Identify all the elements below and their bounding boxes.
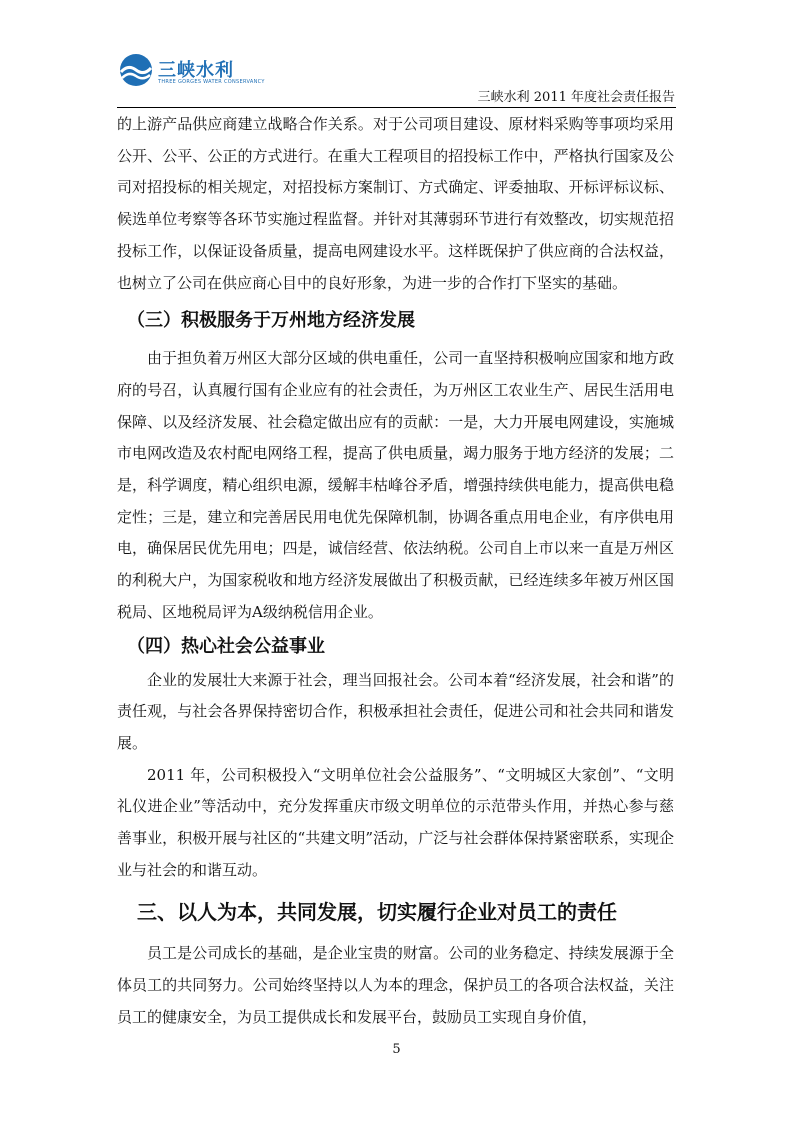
logo-subtext: THREE GORGES WATER CONSERVANCY bbox=[158, 79, 265, 85]
chapter-heading: 三、以人为本，共同发展，切实履行企业对员工的责任 bbox=[137, 900, 617, 925]
paragraph: 员工是公司成长的基础，是企业宝贵的财富。公司的业务稳定、持续发展源于全体员工的共同努力。公司始终坚持以人为本的理念，保护员工的各项合法权益，关注员工的健康安全，为员工提供成长和发展平台，鼓励员工实现自身价值， bbox=[117, 944, 674, 1026]
document-body bbox=[117, 109, 674, 1034]
header-divider bbox=[117, 107, 676, 108]
wave-logo-icon bbox=[118, 52, 154, 88]
logo-text: 三峡水利 bbox=[158, 60, 234, 81]
section-heading: （三）积极服务于万州地方经济发展 bbox=[127, 310, 415, 332]
paragraph: 2011 年，公司积极投入“文明单位社会公益服务”、“文明城区大家创”、“文明礼仪进企业”等活动中，充分发挥重庆市级文明单位的示范带头作用，并热心参与慈善事业，积极开展与社区的“共建文明”活动，广泛与社会群体保持紧密联系，实现企业与社会的和谐互动。 bbox=[117, 765, 674, 879]
section-heading: （四）热心社会公益事业 bbox=[127, 635, 325, 657]
paragraph: 由于担负着万州区大部分区域的供电重任，公司一直坚持积极响应国家和地方政府的号召，认真履行国有企业应有的社会责任，为万州区工农业生产、居民生活用电保障、以及经济发展、社会稳定做出应有的贡献：一是，大力开展电网建设，实施城市电网改造及农村配电网络工程，提高了供电质量，竭力服务于地方经济的发展；二是，科学调度，精心组织电源，缓解丰枯峰谷矛盾，增强持续供电能力，提高供电稳定性；三是，建立和完善居民用电优先保障机制，协调各重点用电企业，有序供电用电，确保居民优先用电；四是，诚信经营、依法纳税。公司自上市以来一直是万州区的利税大户，为国家税收和地方经济发展做出了积极贡献，已经连续多年被万州区国税局、区地税局评为A级纳税信用企业。 bbox=[117, 349, 674, 621]
page-number: 5 bbox=[392, 1042, 401, 1057]
paragraph: 的上游产品供应商建立战略合作关系。对于公司项目建设、原材料采购等事项均采用公开、公平、公正的方式进行。在重大工程项目的招投标工作中，严格执行国家及公司对招投标的相关规定，对招投标方案制订、方式确定、评委抽取、开标评标议标、候选单位考察等各环节实施过程监督。并针对其薄弱环节进行有效整改，切实规范招投标工作，以保证设备质量，提高电网建设水平。这样既保护了供应商的合法权益，也树立了公司在供应商心目中的良好形象，为进一步的合作打下坚实的基础。 bbox=[117, 115, 674, 292]
company-logo bbox=[118, 52, 288, 92]
paragraph: 企业的发展壮大来源于社会，理当回报社会。公司本着“经济发展，社会和谐”的责任观，与社会各界保持密切合作，积极承担社会责任，促进公司和社会共同和谐发展。 bbox=[117, 670, 674, 752]
header-title: 三峡水利 2011 年度社会责任报告 bbox=[477, 90, 675, 105]
